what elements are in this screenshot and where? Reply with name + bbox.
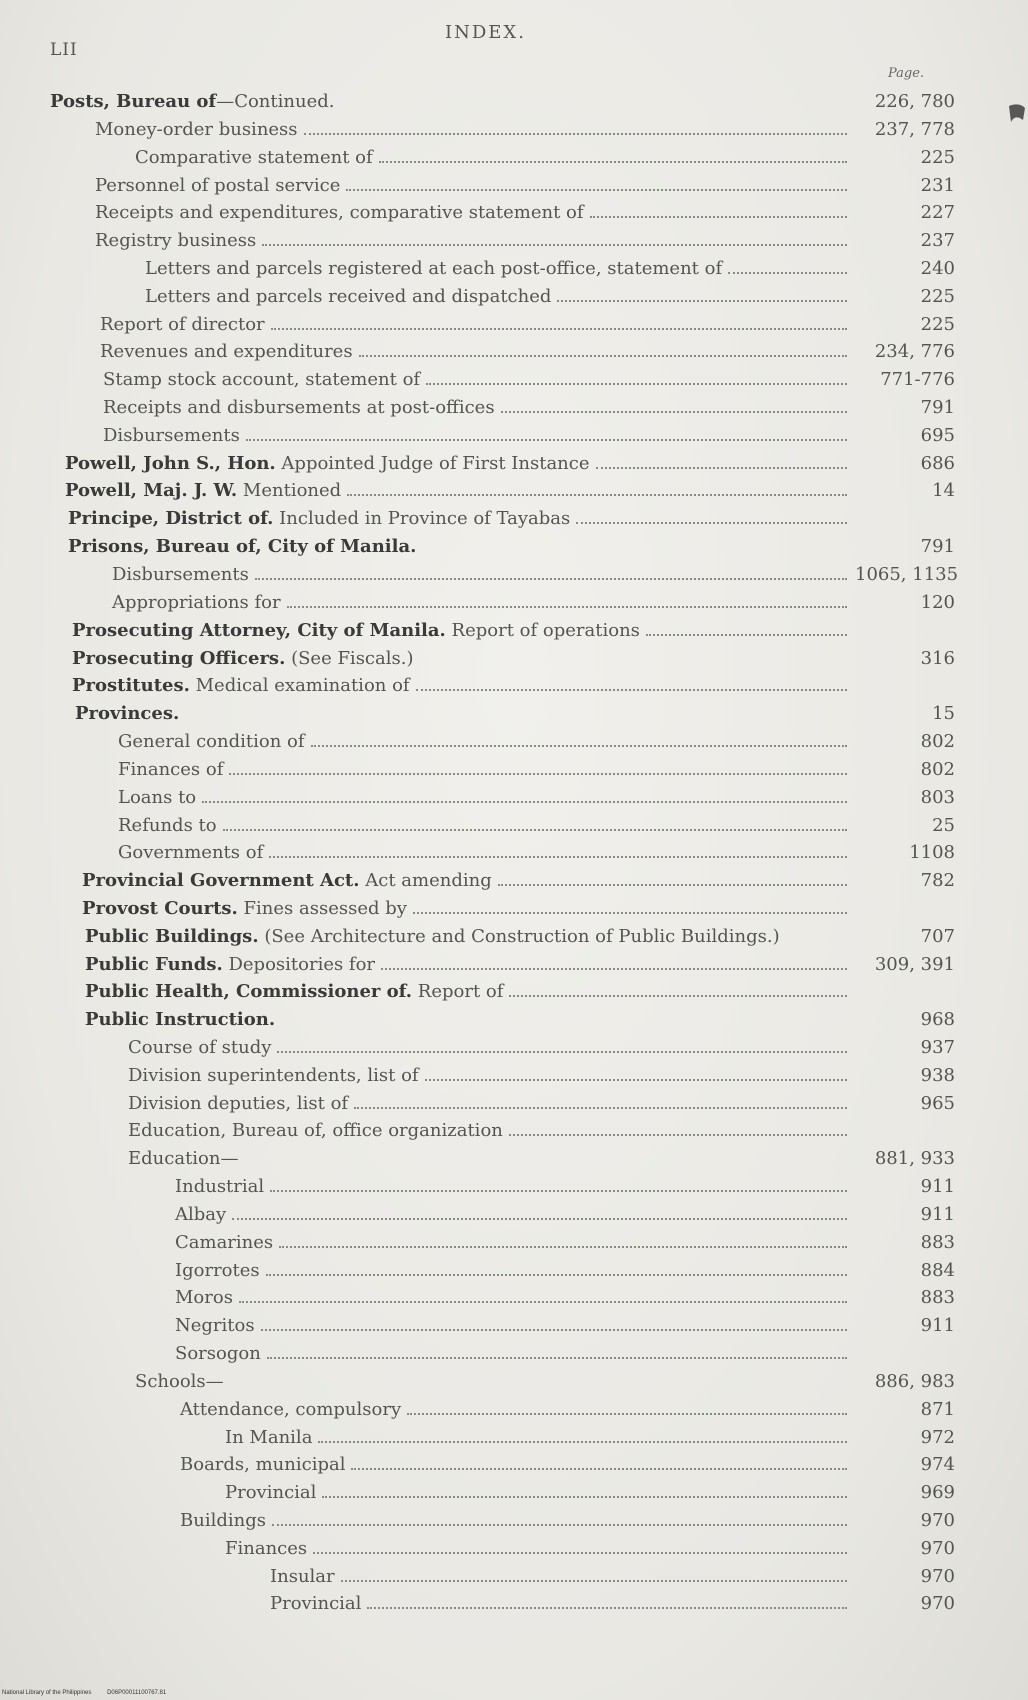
dot-leader — [267, 1357, 847, 1359]
index-entry — [175, 1340, 955, 1368]
index-entry — [118, 839, 955, 867]
entry-page-ref: 803 — [920, 787, 955, 808]
index-entry — [112, 561, 959, 589]
index-entry — [112, 589, 955, 617]
index-entry — [82, 895, 955, 923]
entry-text: Personnel of postal service — [95, 175, 341, 196]
entry-page-ref: 771-776 — [880, 369, 955, 390]
entry-heading: Public Instruction. — [85, 1009, 276, 1030]
dot-leader — [354, 1107, 847, 1109]
entry-text: Buildings — [180, 1510, 266, 1531]
entry-label — [135, 144, 373, 172]
dot-leader — [379, 161, 847, 163]
entry-heading: Prostitutes. — [72, 675, 190, 696]
dot-leader — [287, 606, 847, 608]
index-entry — [175, 1201, 955, 1229]
entry-page-ref: 1065, 1135 — [855, 564, 959, 585]
entry-label — [128, 1034, 271, 1062]
entry-page-ref: 970 — [920, 1510, 955, 1531]
entry-text: Appropriations for — [112, 592, 281, 613]
entry-text: Letters and parcels received and dispatched — [145, 286, 552, 307]
entry-page-ref: 972 — [920, 1427, 955, 1448]
index-entry — [128, 1062, 955, 1090]
entry-text: Sorsogon — [175, 1343, 261, 1364]
entry-page-ref: 234, 776 — [874, 341, 955, 362]
entry-text: Albay — [175, 1204, 227, 1225]
entry-label — [175, 1312, 255, 1340]
index-entry — [72, 617, 955, 645]
entry-text: Disbursements — [103, 425, 240, 446]
entry-page-ref: 911 — [920, 1176, 955, 1197]
entry-page-ref: 226, 780 — [874, 91, 955, 112]
entry-label — [175, 1173, 264, 1201]
entry-text: Governments of — [118, 842, 264, 863]
entry-label — [72, 672, 410, 700]
index-entry — [85, 923, 955, 951]
entry-text: Revenues and expenditures — [100, 341, 353, 362]
dot-leader — [261, 1329, 847, 1331]
entry-heading: Provinces. — [75, 703, 180, 724]
entry-text: Medical examination of — [189, 675, 410, 696]
entry-label — [95, 116, 298, 144]
scan-footer — [2, 1690, 180, 1696]
entry-text: Included in Province of Tayabas — [273, 508, 571, 529]
entry-label — [75, 700, 179, 728]
entry-label — [175, 1340, 261, 1368]
entry-text: Camarines — [175, 1232, 274, 1253]
entry-label — [128, 1090, 348, 1118]
entry-heading: Public Funds. — [85, 954, 223, 975]
dot-leader — [232, 1218, 847, 1220]
entry-label — [225, 1479, 316, 1507]
entry-label — [270, 1563, 335, 1591]
entry-page-ref: 974 — [920, 1454, 955, 1475]
dot-leader — [262, 244, 847, 246]
entry-page-ref: 707 — [920, 926, 955, 947]
entry-label — [270, 1590, 361, 1618]
entry-label — [103, 394, 495, 422]
entry-text: In Manila — [225, 1427, 313, 1448]
index-entry — [95, 227, 955, 255]
page-header-title: INDEX. — [445, 22, 526, 43]
entry-page-ref: 970 — [920, 1566, 955, 1587]
entry-page-ref: 970 — [920, 1538, 955, 1559]
dot-leader — [416, 689, 847, 691]
entry-text: Industrial — [175, 1176, 265, 1197]
entry-text: Depositories for — [222, 954, 376, 975]
entry-label — [225, 1535, 307, 1563]
entry-label — [180, 1451, 345, 1479]
entry-label — [145, 283, 551, 311]
entry-text: Attendance, compulsory — [180, 1399, 402, 1420]
entry-text: Fines assessed by — [237, 898, 407, 919]
entry-text: Mentioned — [237, 480, 342, 501]
entry-label — [175, 1201, 226, 1229]
index-entry — [180, 1451, 955, 1479]
entry-page-ref: 686 — [920, 453, 955, 474]
entry-heading: Powell, Maj. J. W. — [65, 480, 238, 501]
entry-page-ref: 14 — [932, 480, 955, 501]
entry-page-ref: 309, 391 — [874, 954, 955, 975]
entry-label — [118, 839, 263, 867]
index-entry — [270, 1563, 955, 1591]
entry-label — [85, 1006, 275, 1034]
entry-label — [50, 88, 334, 116]
entry-label — [85, 923, 780, 951]
entry-label — [118, 784, 196, 812]
entry-text: Loans to — [118, 787, 197, 808]
entry-label — [95, 227, 256, 255]
dot-leader — [269, 856, 847, 858]
entry-page-ref: 938 — [920, 1065, 955, 1086]
index-entry — [50, 88, 955, 116]
entry-text: Igorrotes — [175, 1260, 260, 1281]
entry-label — [65, 450, 590, 478]
entry-label — [118, 728, 305, 756]
entry-label — [118, 756, 223, 784]
entry-page-ref: 883 — [920, 1287, 955, 1308]
index-entry — [72, 645, 955, 673]
entry-label — [175, 1284, 233, 1312]
index-entry — [180, 1507, 955, 1535]
dot-leader — [557, 300, 847, 302]
entry-page-ref: 25 — [932, 815, 955, 836]
index-entry — [270, 1590, 955, 1618]
entry-label — [65, 477, 341, 505]
entry-page-ref: 1108 — [909, 842, 955, 863]
dot-leader — [266, 1274, 847, 1276]
index-entry — [175, 1229, 955, 1257]
entry-heading: Provost Courts. — [82, 898, 238, 919]
entry-text: Insular — [270, 1566, 335, 1587]
entry-page-ref: 969 — [920, 1482, 955, 1503]
index-entry — [225, 1535, 955, 1563]
entry-text: Division deputies, list of — [128, 1093, 349, 1114]
index-entry — [103, 394, 955, 422]
entry-page-ref: 237, 778 — [874, 119, 955, 140]
index-entry — [128, 1145, 955, 1173]
entry-page-ref: 937 — [920, 1037, 955, 1058]
dot-leader — [509, 1134, 847, 1136]
entry-label — [225, 1424, 312, 1452]
dot-leader — [341, 1580, 847, 1582]
entry-label — [128, 1145, 239, 1173]
entry-text: (See Fiscals.) — [285, 648, 414, 669]
index-entry — [95, 199, 955, 227]
entry-heading: Powell, John S., Hon. — [65, 453, 276, 474]
entry-heading: Public Health, Commissioner of. — [85, 981, 413, 1002]
page-number: LII — [50, 40, 78, 60]
dot-leader — [646, 634, 847, 636]
dot-leader — [277, 1051, 847, 1053]
entry-text: Finances — [225, 1538, 308, 1559]
entry-heading: Prosecuting Attorney, City of Manila. — [72, 620, 446, 641]
index-entry — [85, 951, 955, 979]
entry-page-ref: 883 — [920, 1232, 955, 1253]
entry-page-ref: 15 — [932, 703, 955, 724]
index-entry — [118, 812, 955, 840]
index-entry — [72, 672, 955, 700]
index-entry — [95, 116, 955, 144]
dot-leader — [202, 801, 847, 803]
index-entry — [145, 255, 955, 283]
entry-text: Provincial — [270, 1593, 362, 1614]
index-entry — [103, 422, 955, 450]
entry-page-ref: 782 — [920, 870, 955, 891]
index-entry — [118, 728, 955, 756]
entry-label — [85, 978, 503, 1006]
index-entry — [103, 366, 955, 394]
entry-text: Disbursements — [112, 564, 249, 585]
entry-label — [95, 172, 340, 200]
entry-page-ref: 911 — [920, 1204, 955, 1225]
entry-label — [68, 533, 416, 561]
entry-text: Report of operations — [445, 620, 640, 641]
entry-text: Negritos — [175, 1315, 255, 1336]
entry-text: Receipts and expenditures, comparative statement of — [95, 202, 584, 223]
index-entry — [118, 756, 955, 784]
index-entry — [128, 1117, 955, 1145]
footer-library: National Library of the Philippines — [2, 1690, 92, 1696]
entry-text: Refunds to — [118, 815, 217, 836]
entry-text: Schools— — [135, 1371, 224, 1392]
entry-page-ref: 802 — [920, 759, 955, 780]
entry-heading: Posts, Bureau of — [50, 91, 217, 112]
dot-leader — [425, 1079, 847, 1081]
dot-leader — [509, 995, 847, 997]
dot-leader — [407, 1413, 847, 1415]
dot-leader — [229, 773, 847, 775]
entry-text: Provincial — [225, 1482, 317, 1503]
entry-page-ref: 316 — [920, 648, 955, 669]
entry-label — [103, 366, 420, 394]
entry-page-ref: 791 — [920, 536, 955, 557]
entry-text: Division superintendents, list of — [128, 1065, 419, 1086]
entry-page-ref: 871 — [920, 1399, 955, 1420]
entry-page-ref: 237 — [920, 230, 955, 251]
entry-label — [82, 895, 407, 923]
entry-text: Act amending — [359, 870, 492, 891]
index-entry — [82, 867, 955, 895]
entry-text: Stamp stock account, statement of — [103, 369, 421, 390]
entry-label — [118, 812, 217, 840]
dot-leader — [239, 1301, 847, 1303]
entry-text: —Continued. — [216, 91, 335, 112]
entry-text: Education— — [128, 1148, 239, 1169]
entry-page-ref: 884 — [920, 1260, 955, 1281]
index-entry — [135, 144, 955, 172]
entry-page-ref: 970 — [920, 1593, 955, 1614]
entry-label — [82, 867, 492, 895]
index-entry — [128, 1090, 955, 1118]
index-entry — [175, 1284, 955, 1312]
entry-page-ref: 886, 983 — [874, 1371, 955, 1392]
index-entry — [175, 1257, 955, 1285]
entry-label — [72, 617, 640, 645]
entry-page-ref: 881, 933 — [874, 1148, 955, 1169]
dot-leader — [346, 189, 847, 191]
entry-text: Report of — [412, 981, 504, 1002]
entry-text: Money-order business — [95, 119, 298, 140]
index-entry — [85, 1006, 955, 1034]
entry-label — [68, 505, 570, 533]
index-entry — [175, 1173, 955, 1201]
dot-leader — [359, 355, 847, 357]
dot-leader — [279, 1246, 847, 1248]
index-entry — [100, 338, 955, 366]
entry-label — [112, 561, 249, 589]
entry-page-ref: 911 — [920, 1315, 955, 1336]
index-entry — [145, 283, 955, 311]
entry-page-ref: 231 — [920, 175, 955, 196]
entry-label — [175, 1229, 273, 1257]
dot-leader — [322, 1496, 847, 1498]
index-entry — [128, 1034, 955, 1062]
dot-leader — [255, 578, 847, 580]
entry-text: Course of study — [128, 1037, 272, 1058]
dot-leader — [246, 439, 847, 441]
footer-doc-id: D06P00011100767.81 — [107, 1690, 167, 1696]
dot-leader — [413, 912, 847, 914]
entry-text: Appointed Judge of First Instance — [275, 453, 590, 474]
index-entry — [85, 978, 955, 1006]
index-entry — [135, 1368, 955, 1396]
dot-leader — [223, 829, 847, 831]
entry-page-ref: 791 — [920, 397, 955, 418]
entry-label — [100, 338, 353, 366]
entry-label — [128, 1117, 503, 1145]
entry-heading: Provincial Government Act. — [82, 870, 360, 891]
dot-leader — [590, 216, 847, 218]
dot-leader — [270, 1190, 847, 1192]
entry-heading: Public Buildings. — [85, 926, 259, 947]
entry-page-ref: 968 — [920, 1009, 955, 1030]
index-entry — [65, 477, 955, 505]
dot-leader — [426, 383, 847, 385]
entry-text: Finances of — [118, 759, 224, 780]
dot-leader — [313, 1552, 847, 1554]
dot-leader — [367, 1607, 847, 1609]
entry-label — [180, 1396, 401, 1424]
entry-label — [85, 951, 375, 979]
entry-heading: Principe, District of. — [68, 508, 274, 529]
dot-leader — [347, 494, 847, 496]
entry-text: Comparative statement of — [135, 147, 373, 168]
entry-text: Education, Bureau of, office organization — [128, 1120, 503, 1141]
entry-page-ref: 225 — [920, 314, 955, 335]
entry-label — [128, 1062, 419, 1090]
dot-leader — [498, 884, 847, 886]
entry-label — [103, 422, 240, 450]
entry-text: Letters and parcels registered at each post-office, statement of — [145, 258, 723, 279]
entry-text: (See Architecture and Construction of Public Buildings.) — [258, 926, 780, 947]
dot-leader — [304, 133, 847, 135]
entry-page-ref: 240 — [920, 258, 955, 279]
dot-leader — [271, 328, 847, 330]
index-entry — [118, 784, 955, 812]
entry-page-ref: 225 — [920, 147, 955, 168]
dot-leader — [311, 745, 847, 747]
entry-text: Receipts and disbursements at post-offices — [103, 397, 495, 418]
entry-heading: Prisons, Bureau of, City of Manila. — [68, 536, 417, 557]
entry-label — [175, 1257, 260, 1285]
entry-label — [72, 645, 413, 673]
index-entry — [68, 505, 955, 533]
index-entry — [68, 533, 955, 561]
index-entry — [225, 1479, 955, 1507]
entry-text: General condition of — [118, 731, 305, 752]
entry-text: Moros — [175, 1287, 233, 1308]
dot-leader — [596, 467, 847, 469]
entry-label — [145, 255, 722, 283]
entry-page-ref: 120 — [920, 592, 955, 613]
dot-leader — [728, 272, 847, 274]
entry-label — [112, 589, 281, 617]
page-column-heading: Page. — [888, 66, 925, 81]
index-entry — [180, 1396, 955, 1424]
dot-leader — [381, 968, 847, 970]
entry-heading: Prosecuting Officers. — [72, 648, 286, 669]
entry-page-ref: 695 — [920, 425, 955, 446]
dot-leader — [272, 1524, 847, 1526]
dot-leader — [501, 411, 847, 413]
entry-label — [95, 199, 584, 227]
entry-page-ref: 965 — [920, 1093, 955, 1114]
index-entry — [75, 700, 955, 728]
entry-text: Boards, municipal — [180, 1454, 346, 1475]
index-entry — [225, 1424, 955, 1452]
index-entry — [65, 450, 955, 478]
entry-label — [100, 311, 265, 339]
dot-leader — [318, 1441, 847, 1443]
index-entry — [95, 172, 955, 200]
entry-page-ref: 802 — [920, 731, 955, 752]
entry-text: Report of director — [100, 314, 265, 335]
entry-text: Registry business — [95, 230, 257, 251]
dot-leader — [576, 522, 847, 524]
entry-label — [135, 1368, 224, 1396]
entry-page-ref: 225 — [920, 286, 955, 307]
entry-page-ref: 227 — [920, 202, 955, 223]
index-entry — [100, 311, 955, 339]
index-entry — [175, 1312, 955, 1340]
dot-leader — [351, 1468, 847, 1470]
entry-label — [180, 1507, 266, 1535]
